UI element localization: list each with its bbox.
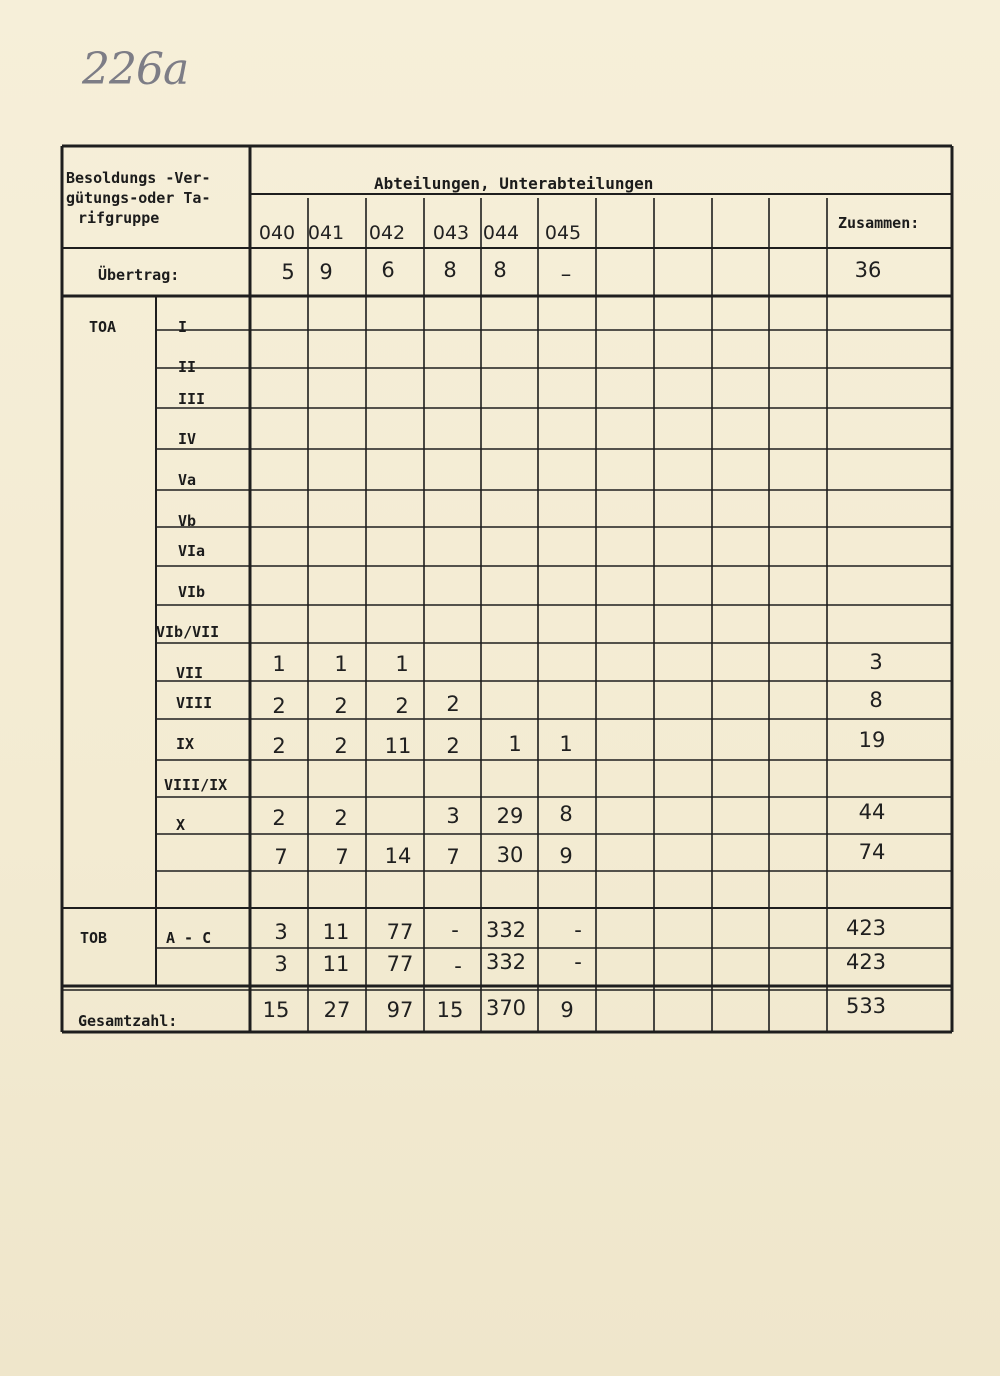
carry-over-label: Übertrag: [98,266,180,284]
table-cell-value: 1 [272,652,286,676]
grade-label: IX [176,735,195,753]
table-cell-value: 11 [322,920,350,944]
dept-code: 041 [307,222,345,244]
grand-total-value: 15 [436,998,464,1022]
row-total: 19 [858,728,886,752]
dept-code: 043 [432,222,470,244]
departments-title: Abteilungen, Unterabteilungen [374,174,654,193]
grade-label: VIII/IX [164,776,228,794]
dept-code: 045 [544,222,582,244]
table-cell-value: 2 [334,734,348,758]
row-total: 8 [869,688,883,712]
total-column-header: Zusammen: [838,214,920,232]
table-cell-value: 2 [446,692,460,716]
carry-over-value: 6 [381,258,395,282]
group-column-header [66,168,211,228]
table-cell-value: 2 [272,694,286,718]
table-cell-value: 2 [446,734,460,758]
group-header-line-3: rifgruppe [78,209,160,227]
subtotal-value: 7 [274,845,288,869]
table-cell-value: 29 [496,804,524,828]
subtotal-total: 74 [858,840,886,864]
grade-label: VIb [178,583,206,601]
carry-over-value: – [560,262,572,286]
subtotal-value: 30 [496,843,524,867]
grade-label: VIb/VII [156,623,220,641]
subtotal-value: - [574,950,582,974]
grade-label: I [178,318,188,336]
table-cell-value: 332 [485,918,527,942]
grade-label: VIII [176,694,213,712]
table-cell-value: 8 [559,802,573,826]
table-cell-value: 1 [559,732,573,756]
table-cell-value: 2 [334,694,348,718]
table-cell-value: 2 [272,806,286,830]
carry-over-value: 8 [443,258,457,282]
carry-over-value: 5 [281,260,295,284]
row-total: 44 [858,800,886,824]
table-cell-value: 2 [334,806,348,830]
table-cell-value: 3 [274,920,288,944]
grade-label: Va [178,471,197,489]
subtotal-value: 7 [446,845,460,869]
table-cell-value: 1 [508,732,522,756]
table-cell-value: - [451,918,459,942]
row-total: 423 [845,916,887,940]
subtotal-value: 11 [322,952,350,976]
row-total: 3 [869,650,883,674]
table-cell-value: 3 [446,804,460,828]
dept-code: 044 [482,222,520,244]
carry-over-value: 9 [319,260,333,284]
subtotal-value: 7 [335,845,349,869]
grade-label: IV [178,430,197,448]
toa-label: TOA [89,318,117,336]
grand-total-value: 97 [386,998,414,1022]
carry-over-value: 8 [493,258,507,282]
table-cell-value: 1 [334,652,348,676]
grand-total-value: 15 [262,998,290,1022]
subtotal-value: 9 [559,844,573,868]
tob-grade-label: A - C [166,929,212,947]
group-header-line-2: gütungs-oder Ta- [66,189,211,207]
table-cell-value: 2 [395,694,409,718]
carry-over-total: 36 [854,258,882,282]
subtotal-value: 3 [274,952,288,976]
table-cell-value: 77 [386,920,414,944]
subtotal-total: 423 [845,950,887,974]
subtotal-value: 77 [386,952,414,976]
subtotal-value: - [454,954,462,978]
grand-total-label: Gesamtzahl: [78,1012,178,1030]
subtotal-value: 332 [485,950,527,974]
grand-total-total: 533 [845,994,887,1018]
table-cell-value: 1 [395,652,409,676]
group-header-line-1: Besoldungs -Ver- [66,169,211,187]
grand-total-value: 27 [323,998,351,1022]
grand-total-value: 9 [560,998,574,1022]
table-cell-value: - [574,918,582,942]
grade-label: III [178,390,206,408]
table-cell-value: 2 [272,734,286,758]
grade-label: II [178,358,197,376]
grade-label: VII [176,664,204,682]
table-cell-value: 11 [384,734,412,758]
subtotal-value: 14 [384,844,412,868]
tob-label: TOB [80,929,108,947]
handwritten-page-number: 226a [82,44,189,95]
dept-code: 042 [368,222,406,244]
dept-code: 040 [258,222,296,244]
grand-total-value: 370 [485,996,527,1020]
grade-label: Vb [178,512,197,530]
grade-label: X [176,816,186,834]
grade-label: VIa [178,542,206,560]
